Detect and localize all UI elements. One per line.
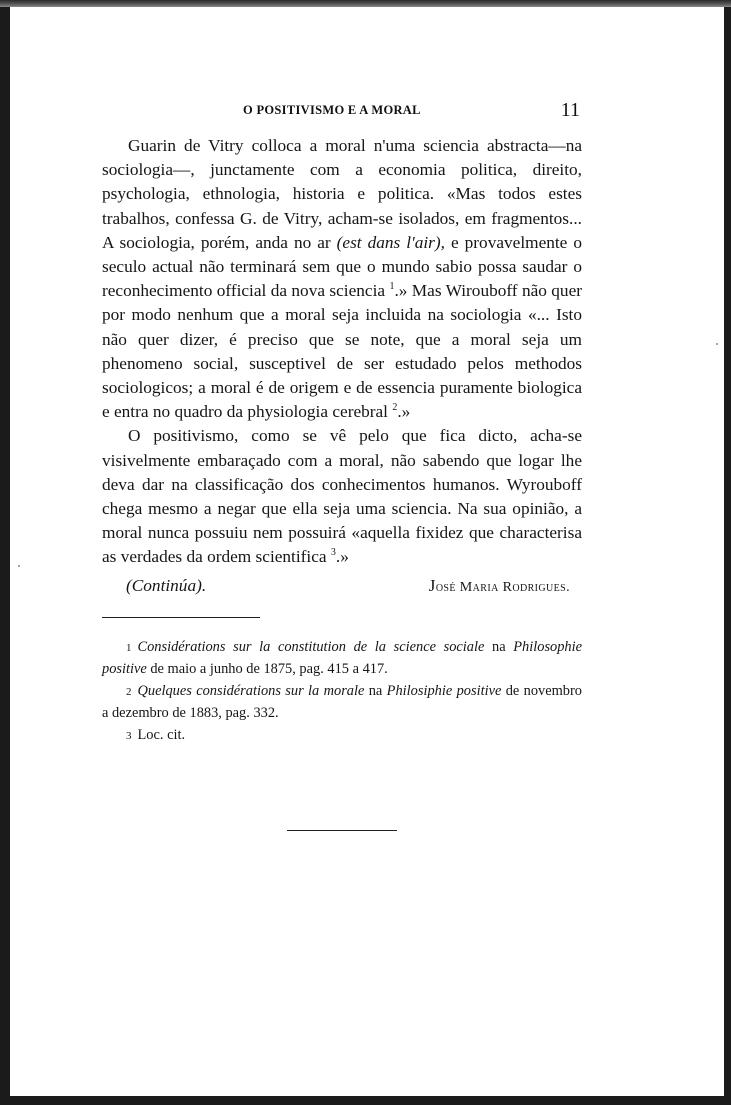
paragraph-2-text-a: O positivismo, como se vê pelo que fica dicto, acha-se visivelmente embaraçado com a moral, não sabendo que logar lhe deva dar na classificação dos conhecimentos humanos. Wyrouboff chega mesmo a negar que ella seja uma sciencia. Na sua opinião, a moral nunca possuiu nem possuirá «aquella fixidez que characterisa as verdades da ordem scientifica	[102, 426, 582, 567]
paragraph-2-text-b: .»	[335, 547, 349, 567]
footnote-1-title: Considérations sur la constitution de la science sociale	[137, 639, 485, 655]
footnote-ref-2: 2	[392, 402, 398, 414]
footnote-1-journal: Philosophie positive	[102, 639, 583, 678]
paragraph-1-text-c: .» Mas Wirouboff não quer por modo nenhum que a moral seja incluida na sociologia «... Isto não quer dizer, é preciso que se note, que a moral seja um phenomeno social, susceptivel de ser estudado pelos methodos sociologicos; a moral é de origem e de essencia puramente biologica e entra no quadro da physiologia cerebral	[102, 281, 582, 422]
running-title: O POSITIVISMO E A MORAL	[243, 103, 421, 117]
footnote-ref-1: 1	[389, 281, 395, 293]
footnote-1-rest: de maio a junho de 1875, pag. 415 a 417.	[146, 661, 388, 678]
main-text	[102, 134, 582, 600]
paragraph-1-text-d: .»	[397, 402, 411, 422]
page-number: 11	[560, 99, 580, 121]
footnote-2-rest: de novembro a dezembro de 1883, pag. 332.	[102, 682, 582, 722]
footnote-1-mid: na	[484, 639, 514, 655]
footnote-3-text: Loc. cit.	[137, 726, 186, 743]
book-page	[10, 7, 724, 1096]
footnote-3-mark: 3	[126, 729, 132, 742]
scan-speck	[18, 565, 20, 567]
footnote-2	[102, 681, 582, 725]
continua-note: (Continúa).	[126, 575, 207, 595]
paragraph-1-text-a: Guarin de Vitry colloca a moral n'uma sciencia abstracta—na sociologia—, junctamente com a economia politica, direito, psychologia, ethnologia, historia e politica. «Mas todos estes trabalhos, confessa G. de Vitry, acham-se isolados, em fragmentos... A sociologia, porém, anda no ar	[102, 136, 582, 252]
footnote-ref-3: 3	[330, 547, 336, 559]
scan-speck	[716, 343, 718, 345]
footnotes	[102, 637, 582, 747]
end-divider	[287, 830, 397, 831]
footnote-2-mid: na	[364, 682, 387, 699]
page-header	[110, 99, 583, 121]
footnote-divider	[102, 617, 260, 618]
paragraph-1-text-b: e provavelmente o seculo actual não terminará sem que o mundo sabio possa saudar o reconhecimento official da nova sciencia	[102, 232, 582, 301]
footnote-1	[102, 637, 582, 681]
footnote-1-mark: 1	[126, 642, 132, 654]
paragraph-1	[102, 134, 582, 424]
footnote-2-title: Quelques considérations sur la morale	[137, 682, 365, 699]
footnote-2-mark: 2	[126, 685, 132, 698]
footnote-3	[102, 725, 582, 747]
signature-line	[102, 574, 582, 600]
scan-top-edge	[0, 0, 731, 7]
footnote-2-journal: Philosiphie positive	[386, 682, 502, 699]
paragraph-2	[102, 424, 582, 569]
author-signature: José Maria Rodrigues.	[428, 575, 570, 595]
paragraph-1-italic: (est dans l'air),	[336, 232, 445, 252]
